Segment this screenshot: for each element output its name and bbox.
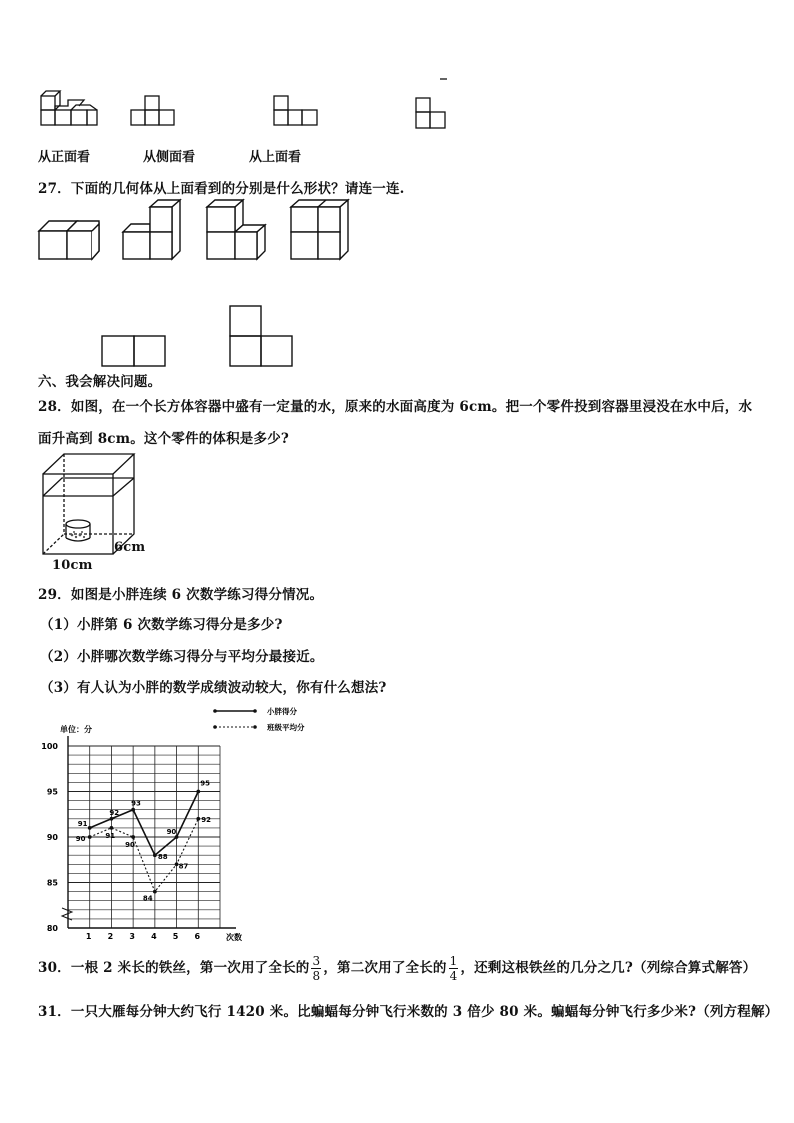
- x-tick-label: 4: [151, 932, 157, 941]
- figure-top-view-a: [272, 94, 320, 128]
- question-31: 31．一只大雁每分钟大约飞行 1420 米。比蝙蝠每分钟飞行米数的 3 倍少 80 米。蝙蝠每分钟飞行多少米?（列方程解）: [38, 1004, 779, 1020]
- chart-labels: [41, 724, 242, 942]
- legend-label: 班级平均分: [267, 723, 305, 732]
- data-point: [131, 835, 135, 839]
- question-29-intro: 29．如图是小胖连续 6 次数学练习得分情况。: [38, 587, 324, 603]
- question-29-sub3: （3）有人认为小胖的数学成绩波动较大，你有什么想法?: [40, 680, 387, 696]
- y-tick-label: 80: [46, 924, 58, 933]
- legend-marker: [213, 725, 217, 729]
- chart-series: [88, 790, 200, 894]
- data-label: 91: [77, 819, 88, 828]
- y-unit-label: 单位：分: [60, 725, 92, 734]
- question-30: [38, 954, 756, 983]
- question-27: 27．下面的几何体从上面看到的分别是什么形状？请连一连.: [38, 181, 405, 197]
- question-30-after: ，还剩这根铁丝的几分之几?（列综合算式解答）: [460, 960, 757, 976]
- legend-marker: [253, 725, 257, 729]
- figure-top-view-b: [414, 78, 450, 130]
- data-point: [196, 817, 200, 821]
- data-label: 95: [200, 779, 211, 788]
- x-tick-label: 6: [194, 932, 201, 941]
- y-tick-label: 85: [46, 878, 58, 888]
- data-point: [110, 817, 114, 821]
- fraction-denominator: 4: [449, 969, 458, 983]
- y-tick-label: 90: [46, 833, 58, 842]
- dimension-6cm: 6cm: [114, 540, 146, 555]
- question-29-sub1: （1）小胖第 6 次数学练习得分是多少?: [40, 617, 283, 633]
- data-point: [131, 808, 135, 812]
- view-label-top: 从上面看: [249, 150, 302, 165]
- solid-2: [121, 199, 183, 262]
- data-point: [153, 853, 157, 857]
- data-label: 90: [75, 835, 86, 843]
- y-tick-label: 100: [41, 742, 58, 751]
- question-28-line1: 28．如图，在一个长方体容器中盛有一定量的水，原来的水面高度为 6cm。把一个零件投到容器里浸没在水中后，水: [38, 399, 753, 415]
- section-6-title: 六、我会解决问题。: [38, 374, 162, 390]
- data-label: 92: [109, 808, 120, 817]
- data-label: 91: [105, 831, 116, 840]
- question-28-line2: 面升高到 8cm。这个零件的体积是多少?: [38, 431, 290, 447]
- legend-marker: [253, 709, 257, 713]
- x-tick-label: 1: [85, 932, 92, 941]
- data-label: 88: [157, 853, 168, 862]
- solid-4: [289, 199, 351, 262]
- score-line-chart: [30, 700, 350, 950]
- x-tick-label: 3: [129, 932, 135, 941]
- data-point: [110, 826, 114, 830]
- x-tick-label: 5: [172, 932, 179, 941]
- solid-1: [37, 216, 101, 262]
- data-label: 93: [131, 799, 141, 808]
- x-axis-label: 次数: [226, 933, 242, 942]
- data-point: [88, 835, 92, 839]
- figure-front-view: [38, 86, 100, 128]
- data-point: [196, 790, 200, 794]
- fraction-numerator: 3: [312, 954, 321, 968]
- solid-3: [205, 199, 267, 262]
- data-label: 90: [125, 841, 135, 849]
- y-tick-label: 95: [46, 787, 58, 797]
- fraction-denominator: 8: [312, 969, 321, 983]
- view-label-side: 从侧面看: [143, 150, 196, 165]
- question-30-before: 30．一根 2 米长的铁丝，第一次用了全长的: [38, 960, 310, 976]
- data-label: 84: [142, 894, 153, 903]
- data-label: 92: [201, 815, 212, 824]
- fraction-three-eighths: [311, 954, 321, 983]
- legend-marker: [213, 709, 217, 713]
- figure-side-view: [130, 94, 176, 128]
- view-label-front: 从正面看: [38, 150, 91, 165]
- x-tick-label: 2: [107, 932, 114, 941]
- shape-option-l-shape: [228, 304, 294, 368]
- fraction-numerator: 1: [449, 954, 458, 968]
- question-30-middle: ，第二次用了全长的: [323, 960, 447, 976]
- data-label: 90: [166, 828, 177, 836]
- fraction-one-quarter: [449, 954, 459, 983]
- shape-option-two-squares: [101, 334, 167, 368]
- data-point: [88, 826, 92, 830]
- series-line-student: [90, 792, 199, 856]
- data-label: 87: [178, 862, 189, 871]
- legend-label: 小胖得分: [267, 707, 297, 716]
- dimension-10cm: 10cm: [52, 558, 93, 573]
- question-29-sub2: （2）小胖哪次数学练习得分与平均分最接近。: [40, 649, 324, 665]
- data-point: [153, 890, 157, 894]
- chart-legend: [213, 706, 305, 732]
